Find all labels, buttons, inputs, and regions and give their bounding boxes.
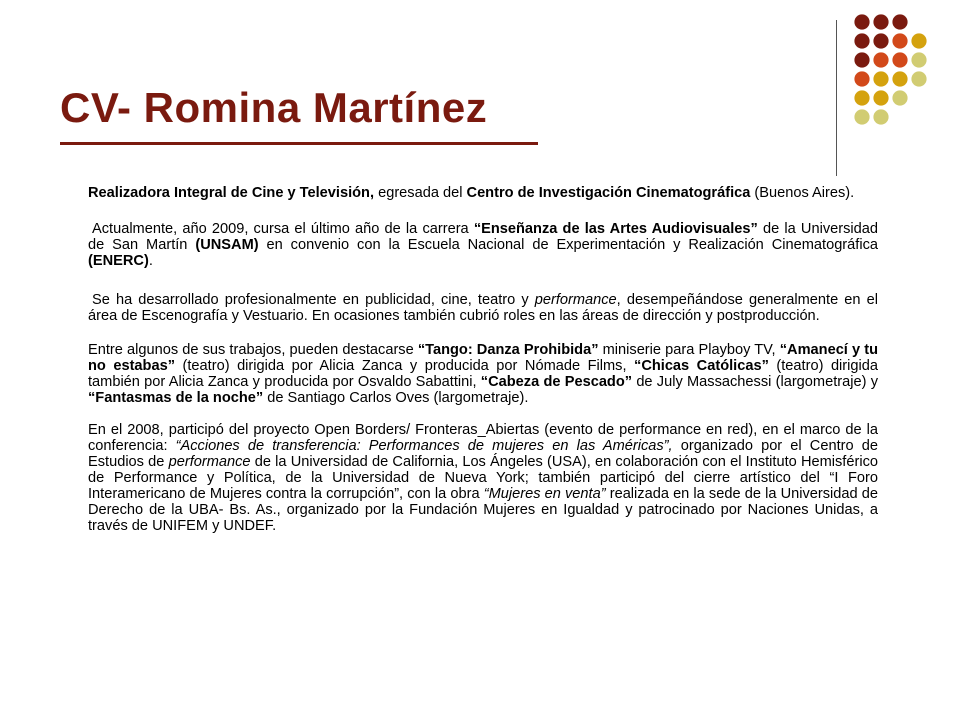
text: Actualmente, año 2009, cursa el último año de la carrera <box>92 221 474 237</box>
decorative-dot <box>892 14 907 29</box>
cv-body <box>88 185 878 552</box>
bold-text: Centro de Investigación Cinematográfica <box>466 185 751 201</box>
text: (teatro) dirigida por Alicia Zanca y producida por Nómade Films, <box>175 358 635 374</box>
bold-text: “Enseñanza de las Artes Audiovisuales” <box>473 221 758 237</box>
decorative-vertical-line <box>836 20 837 176</box>
decorative-dot <box>892 90 907 105</box>
decorative-dot <box>911 33 926 48</box>
decorative-dot <box>854 109 869 124</box>
paragraph-works <box>88 342 878 406</box>
italic-text: “Mujeres en venta” <box>483 486 606 502</box>
decorative-dot <box>854 52 869 67</box>
text: de la Universidad de California, Los Ángeles (USA), en colaboración con el Instituto Hemisférico de Performance y Política, de la Universidad de Nueva York; también participó del cierre artístico del “I Foro Interamericano de Mujeres contra la corrupción”, con la obra <box>88 454 878 502</box>
decorative-dot <box>892 33 907 48</box>
decorative-dot <box>873 71 888 86</box>
text: , desempeñándose generalmente en el área de Escenografía y Vestuario. En ocasiones también cubrió roles en las áreas de dirección y postproducción. <box>88 292 879 324</box>
paragraph-experience <box>88 292 878 324</box>
italic-text: “Acciones de transferencia: Performances de mujeres en las Américas”, <box>175 438 673 454</box>
decorative-dot <box>892 52 907 67</box>
decorative-dot <box>911 52 926 67</box>
text: En el 2008, participó del proyecto Open Borders/ Fronteras_Abiertas (evento de performance en red), en el marco de la conferencia: <box>88 422 878 454</box>
text: organizado por el Centro de Estudios de <box>88 438 878 470</box>
paragraph-studies <box>88 221 878 269</box>
bold-text: “Fantasmas de la noche” <box>88 390 264 406</box>
text: Se ha desarrollado profesionalmente en publicidad, cine, teatro y <box>92 292 535 308</box>
decorative-dot <box>854 71 869 86</box>
italic-text: performance <box>168 454 251 470</box>
bold-text: “Tango: Danza Prohibida” <box>417 342 599 358</box>
text: de la Universidad de San Martín <box>88 221 878 253</box>
decorative-dot <box>873 52 888 67</box>
bold-text: Realizadora Integral de Cine y Televisión, <box>88 185 375 201</box>
decorative-dot <box>873 90 888 105</box>
bold-text: “Chicas Católicas” <box>634 358 769 374</box>
text: de July Massachessi (largometraje) y <box>632 374 878 390</box>
decorative-dot <box>854 33 869 48</box>
slide-title: CV- Romina Martínez <box>60 84 488 131</box>
decorative-dot <box>854 90 869 105</box>
bold-text: “Amanecí y tu no estabas” <box>88 342 878 374</box>
decorative-dot <box>873 14 888 29</box>
italic-text: performance <box>534 292 617 308</box>
decorative-dot <box>873 109 888 124</box>
decorative-dot <box>892 71 907 86</box>
decorative-dot <box>854 14 869 29</box>
paragraph-2008-projects <box>88 422 878 534</box>
title-underline <box>60 142 538 145</box>
text: egresada del <box>374 185 467 201</box>
decorative-dot <box>911 71 926 86</box>
text: (teatro) dirigida también por Alicia Zanca y producida por Osvaldo Sabattini, <box>88 358 878 390</box>
text: . <box>148 253 153 269</box>
bold-text: “Cabeza de Pescado” <box>480 374 633 390</box>
bold-text: (UNSAM) <box>195 237 259 253</box>
text: Entre algunos de sus trabajos, pueden destacarse <box>88 342 418 358</box>
text: de Santiago Carlos Oves (largometraje). <box>263 390 529 406</box>
decorative-dot <box>873 33 888 48</box>
paragraph-profession <box>88 185 878 201</box>
bold-text: (ENERC) <box>88 253 149 269</box>
text: en convenio con la Escuela Nacional de Experimentación y Realización Cinematográfica <box>258 237 878 253</box>
text: (Buenos Aires). <box>750 185 855 201</box>
text: realizada en la sede de la Universidad de Derecho de la UBA- Bs. As., organizado por la Fundación Mujeres en Igualdad y patrocinado por Naciones Unidas, a través de UNIFEM y UNDEF. <box>88 486 878 534</box>
text: miniserie para Playboy TV, <box>598 342 780 358</box>
